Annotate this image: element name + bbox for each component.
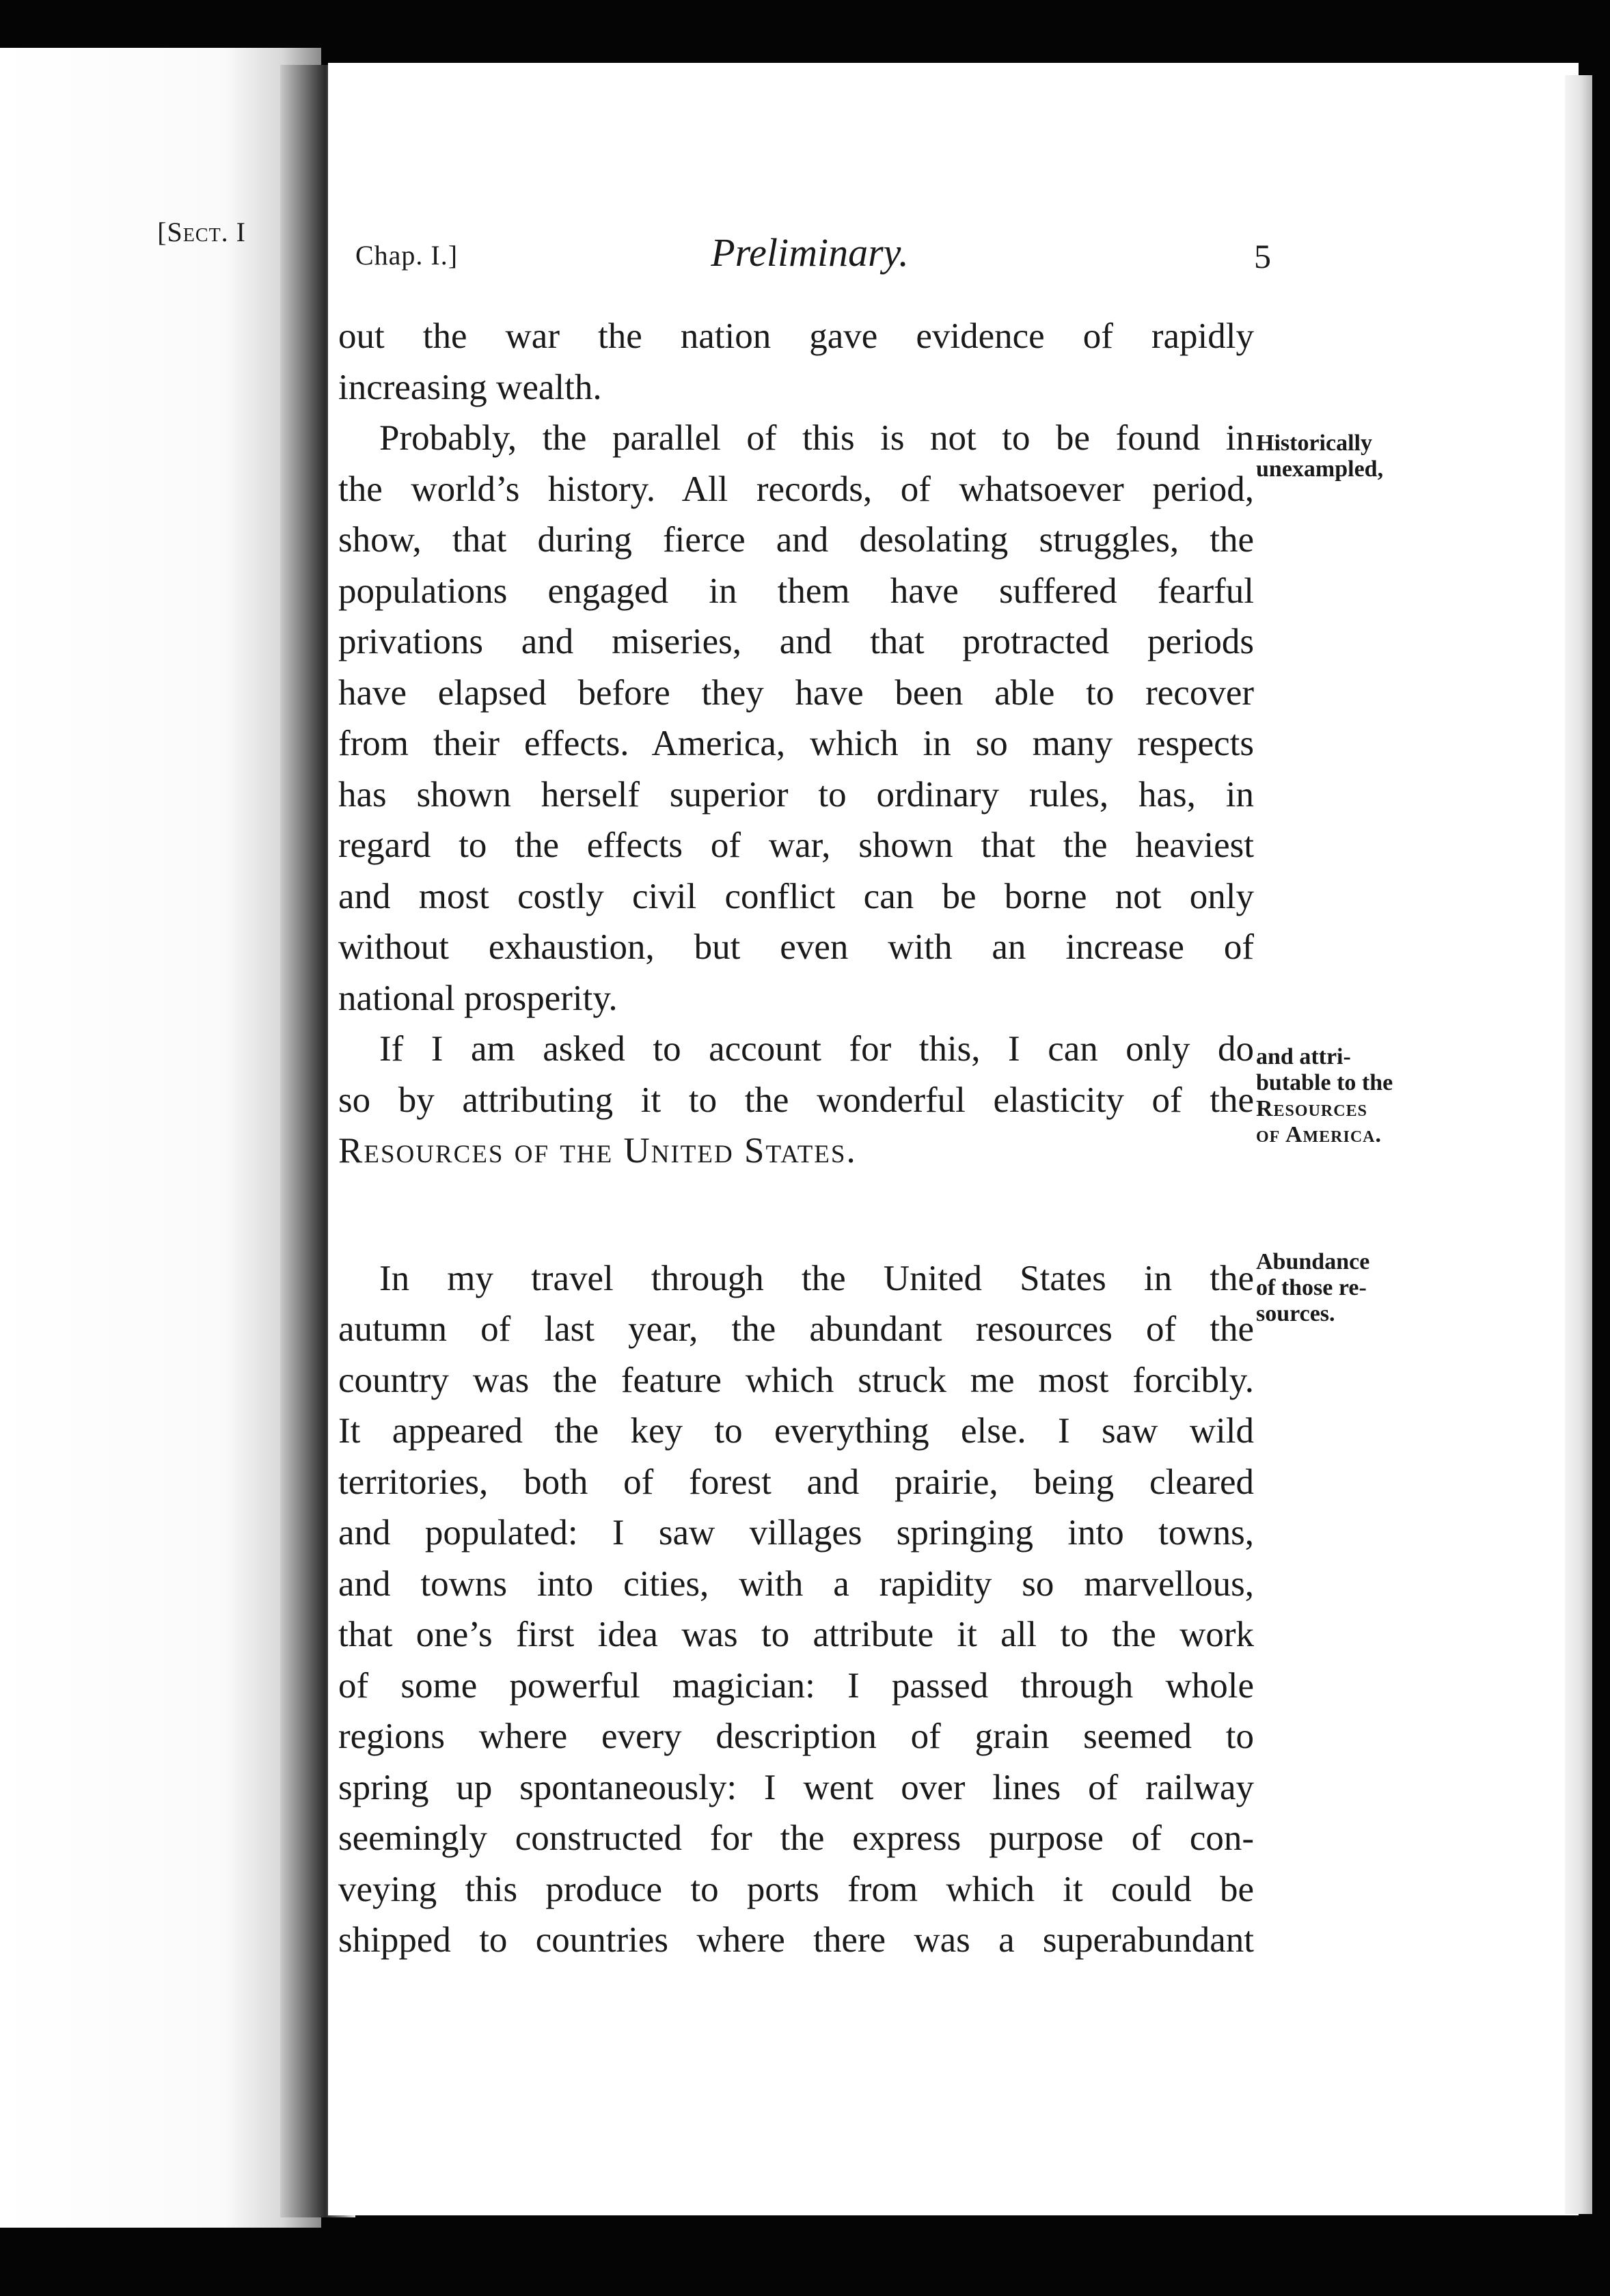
- margin-note-line: Abundance: [1256, 1249, 1370, 1274]
- text-line: have elapsed before they have been able to recover: [338, 672, 1254, 713]
- margin-note-line: Resources: [1256, 1096, 1367, 1121]
- section-gap: [338, 1177, 1254, 1253]
- margin-note-line: unexampled,: [1256, 456, 1384, 482]
- text-line: show, that during fierce and desolating struggles, the: [338, 520, 1254, 560]
- text-line: from their effects. America, which in so many respects: [338, 724, 1254, 763]
- text-line: territories, both of forest and prairie, being cleared: [338, 1462, 1254, 1502]
- margin-note-line: butable to the: [1256, 1070, 1393, 1095]
- text-line: and populated: I saw villages springing into towns,: [338, 1513, 1254, 1553]
- text-line: the world’s history. All records, of whatsoever period,: [338, 469, 1254, 509]
- text-line: autumn of last year, the abundant resources of the: [338, 1309, 1254, 1349]
- margin-note-line: Historically: [1256, 430, 1372, 456]
- margin-note-historically: [1256, 430, 1383, 482]
- text-line: seemingly constructed for the express purpose of con-: [338, 1818, 1254, 1858]
- text-line: out the war the nation gave evidence of rapidly: [338, 316, 1254, 356]
- running-head: [355, 230, 1271, 280]
- margin-note-line: and attri-: [1256, 1044, 1351, 1069]
- text-line: national prosperity.: [338, 978, 618, 1018]
- text-line: privations and miseries, and that protracted periods: [338, 622, 1254, 661]
- margin-note-line: of America.: [1256, 1122, 1382, 1147]
- text-line: so by attributing it to the wonderful elasticity of the: [338, 1080, 1254, 1120]
- text-line: If I am asked to account for this, I can only do: [379, 1029, 1254, 1069]
- text-line: without exhaustion, but even with an increase of: [338, 927, 1254, 967]
- text-line: regard to the effects of war, shown that the heaviest: [338, 825, 1254, 865]
- text-line: increasing wealth.: [338, 367, 602, 407]
- body-text: [338, 311, 1254, 1966]
- paragraph-3: [338, 1024, 1254, 1177]
- page-edge: [1565, 75, 1592, 2214]
- margin-note-line: sources.: [1256, 1301, 1335, 1326]
- margin-note-abundance: [1256, 1249, 1369, 1327]
- text-line-resources-heading: Resources of the United States.: [338, 1131, 857, 1171]
- left-page: [0, 48, 321, 2228]
- paragraph-1: [338, 311, 1254, 413]
- paragraph-2: [338, 413, 1254, 1024]
- text-line: spring up spontaneously: I went over lines of railway: [338, 1767, 1254, 1807]
- chapter-label: Chap. I.]: [355, 240, 459, 271]
- text-line: It appeared the key to everything else. I saw wild: [338, 1411, 1254, 1451]
- text-line: and towns into cities, with a rapidity so marvellous,: [338, 1563, 1254, 1604]
- paragraph-4: [338, 1253, 1254, 1966]
- text-line: of some powerful magician: I passed through whole: [338, 1665, 1254, 1706]
- left-page-header: [Sect. I: [157, 217, 246, 247]
- text-line: populations engaged in them have suffered fearful: [338, 571, 1254, 611]
- page-number: 5: [1254, 237, 1271, 275]
- text-line: veying this produce to ports from which it could be: [338, 1869, 1254, 1909]
- text-line: Probably, the parallel of this is not to be found in: [379, 418, 1254, 458]
- margin-note-resources: [1256, 1044, 1393, 1148]
- running-title: Preliminary.: [711, 230, 909, 275]
- text-line: that one’s first idea was to attribute it all to the work: [338, 1615, 1254, 1654]
- text-line: In my travel through the United States in the: [379, 1258, 1254, 1298]
- text-line: shipped to countries where there was a superabundant: [338, 1920, 1254, 1960]
- text-line: country was the feature which struck me most forcibly.: [338, 1360, 1254, 1400]
- margin-note-line: of those re-: [1256, 1275, 1367, 1300]
- text-line: and most costly civil conflict can be borne not only: [338, 876, 1254, 916]
- text-line: has shown herself superior to ordinary rules, has, in: [338, 774, 1254, 815]
- text-line: regions where every description of grain seemed to: [338, 1717, 1254, 1756]
